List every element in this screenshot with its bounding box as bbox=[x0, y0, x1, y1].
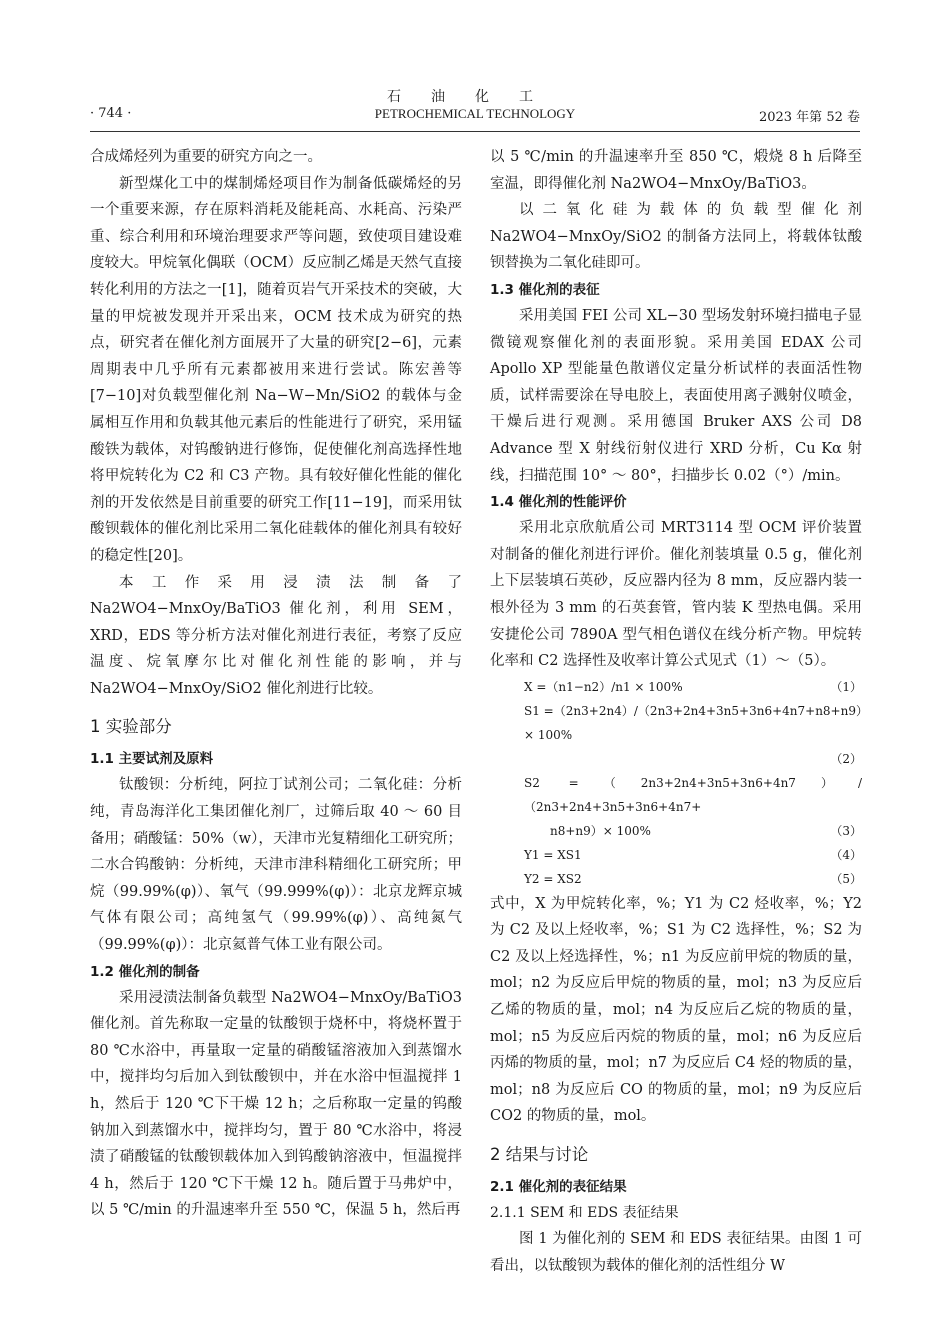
paragraph: 采用美国 FEI 公司 XL−30 型场发射环境扫描电子显微镜观察催化剂的表面形貌。采用美国 EDAX 公司 Apollo XP 型能量色散谱仪定量分析试样的表面活性物质，试样需要涂在导电胶上，表面使用离子溅射仪喷金，干燥后进行观测。采用德国 Bruker AXS 公司 D8 Advance 型 X 射线衍射仪进行 XRD 分析，Cu Kα 射线，扫描范围 10° ～ 80°，扫描步长 0.02（°）/min。 bbox=[490, 307, 862, 484]
subsubsection-heading: 2.1.1 SEM 和 EDS 表征结果 bbox=[490, 1205, 679, 1222]
section-heading: 1 实验部分 bbox=[90, 717, 172, 737]
equation-body: n8+n9）× 100% bbox=[550, 823, 651, 838]
running-header bbox=[90, 84, 860, 130]
subsection-heading: 2.1 催化剂的表征结果 bbox=[490, 1179, 627, 1196]
equation-number: （1） bbox=[830, 679, 862, 694]
subsection-heading: 1.1 主要试剂及原料 bbox=[90, 751, 214, 768]
subsection-heading: 1.4 催化剂的性能评价 bbox=[490, 494, 627, 511]
equation-number: （4） bbox=[830, 847, 862, 862]
paragraph: 式中，X 为甲烷转化率，%；Y1 为 C2 烃收率，%；Y2 为 C2 及以上烃收率，%；S1 为 C2 选择性，%；S2 为 C2 及以上烃选择性，%；n1 为反应前甲烷的物质的量，mol；n2 为反应后甲烷的物质的量，mol；n3 为反应后乙烯的物质的量，mol；n4 为反应后乙烷的物质的量，mol；n5 为反应后丙烷的物质的量，mol；n6 为反应后丙烯的物质的量，mol；n7 为反应后 C4 烃的物质的量，mol；n8 为反应后 CO 的物质的量，mol；n9 为反应后 CO2 的物质的量，mol。 bbox=[490, 895, 862, 1125]
equation-number: （5） bbox=[830, 871, 862, 886]
equation-body: X =（n1−n2）/n1 × 100% bbox=[524, 679, 683, 694]
equation-body: Y2 = XS2 bbox=[524, 871, 582, 886]
equation-3-continued bbox=[490, 819, 862, 843]
paragraph: 合成烯烃列为重要的研究方向之一。 bbox=[90, 149, 322, 165]
paragraph: 采用浸渍法制备负载型 Na2WO4−MnxOy/BaTiO3 催化剂。首先称取一定量的钛酸钡于烧杯中，将烧杯置于 80 ℃水浴中，再量取一定量的硝酸锰溶液加入到蒸馏水中，搅拌均匀后加入到钛酸钡中，并在水浴中恒温搅拌 1 h，然后于 120 ℃下干燥 12 h；之后称取一定量的钨酸钠加入到蒸馏水中，搅拌均匀，置于 80 ℃水浴中，将浸渍了硝酸锰的钛酸钡载体加入到钨酸钠溶液中，恒温搅拌 4 h，然后于 120 ℃下干燥 12 h。随后置于马弗炉中，以 5 ℃/min 的升温速率升至 550 ℃，保温 5 h，然后再 bbox=[90, 989, 462, 1219]
left-column bbox=[90, 144, 462, 1224]
paragraph: 以二氧化硅为载体的负载型催化剂 Na2WO4−MnxOy/SiO2 的制备方法同上，将载体钛酸钡替换为二氧化硅即可。 bbox=[490, 202, 862, 272]
equation-2 bbox=[490, 699, 862, 747]
journal-title-en: PETROCHEMICAL TECHNOLOGY bbox=[374, 106, 576, 121]
subsection-heading: 1.3 催化剂的表征 bbox=[490, 281, 600, 298]
equation-body: S1 =（2n3+2n4）/（2n3+2n4+3n5+3n6+4n7+n8+n9）× 100% bbox=[524, 703, 862, 742]
journal-title-cn: 石油化工 bbox=[387, 89, 563, 105]
equation-4 bbox=[490, 843, 862, 867]
header-rule bbox=[90, 131, 860, 132]
paragraph: 图 1 为催化剂的 SEM 和 EDS 表征结果。由图 1 可看出，以钛酸钡为载体的催化剂的活性组分 W bbox=[490, 1231, 862, 1274]
paragraph: 钛酸钡：分析纯，阿拉丁试剂公司；二氧化硅：分析纯，青岛海洋化工集团催化剂厂，过筛后取 40 ～ 60 目备用；硝酸锰：50%（w），天津市光复精细化工研究所；二水合钨酸钠：分析纯，天津市津科精细化工研究所；甲烷（99.99%(φ)）、氧气（99.999%(φ)）：北京龙辉京城气体有限公司；高纯氢气（99.99%(φ)）、高纯氮气（99.99%(φ)）：北京氦普气体工业有限公司。 bbox=[90, 777, 462, 954]
equation-body: Y1 = XS1 bbox=[524, 847, 582, 862]
subsection-heading: 1.2 催化剂的制备 bbox=[90, 963, 200, 980]
equation-body: S2 =（2n3+2n4+3n5+3n6+4n7）/（2n3+2n4+3n5+3n6+4n7+ bbox=[524, 775, 862, 814]
paragraph: 新型煤化工中的煤制烯烃项目作为制备低碳烯烃的另一个重要来源，存在原料消耗及能耗高、水耗高、污染严重、综合利用和环境治理要求严等问题，致使项目建设难度较大。甲烷氧化偶联（OCM）反应制乙烯是天然气直接转化利用的方法之一[1]，随着页岩气开采技术的突破，大量的甲烷被发现并开采出来，OCM 技术成为研究的热点，研究者在催化剂方面展开了大量的研究[2−6]，元素周期表中几乎所有元素都被用来进行尝试。陈宏善等[7−10]对负载型催化剂 Na−W−Mn/SiO2 的载体与金属相互作用和负载其他元素后的性能进行了研究，采用锰酸铁为载体，对钨酸钠进行修饰，促使催化剂高选择性地将甲烷转化为 C2 和 C3 产物。具有较好催化性能的催化剂的开发依然是目前重要的研究工作[11−19]，而采用钛酸钡载体的催化剂比采用二氧化硅载体的催化剂具有较好的稳定性[20]。 bbox=[90, 175, 462, 564]
page-number: · 744 · bbox=[90, 106, 132, 121]
volume-info: 2023 年第 52 卷 bbox=[758, 110, 860, 125]
paragraph: 本工作采用浸渍法制备了 Na2WO4−MnxOy/BaTiO3 催化剂，利用 SEM，XRD，EDS 等分析方法对催化剂进行表征，考察了反应温度、烷氧摩尔比对催化剂性能的影响，并与 Na2WO4−MnxOy/SiO2 催化剂进行比较。 bbox=[90, 574, 462, 697]
section-heading: 2 结果与讨论 bbox=[490, 1145, 589, 1165]
equation-3 bbox=[490, 771, 862, 819]
equation-1 bbox=[490, 675, 862, 699]
equation-5 bbox=[490, 867, 862, 891]
right-column bbox=[490, 144, 862, 1279]
equation-number: （2） bbox=[830, 751, 862, 766]
paragraph: 以 5 ℃/min 的升温速率升至 850 ℃，煅烧 8 h 后降至室温，即得催化剂 Na2WO4−MnxOy/BaTiO3。 bbox=[490, 149, 862, 192]
equation-number: （3） bbox=[830, 823, 862, 838]
paragraph: 采用北京欣航盾公司 MRT3114 型 OCM 评价装置对制备的催化剂进行评价。催化剂装填量 0.5 g，催化剂上下层装填石英砂，反应器内径为 8 mm，反应器内装一根外径为 3 mm 的石英套管，管内装 K 型热电偶。采用安捷伦公司 7890A 型气相色谱仪在线分析产物。甲烷转化率和 C2 选择性及收率计算公式见式（1）～（5）。 bbox=[490, 520, 862, 670]
